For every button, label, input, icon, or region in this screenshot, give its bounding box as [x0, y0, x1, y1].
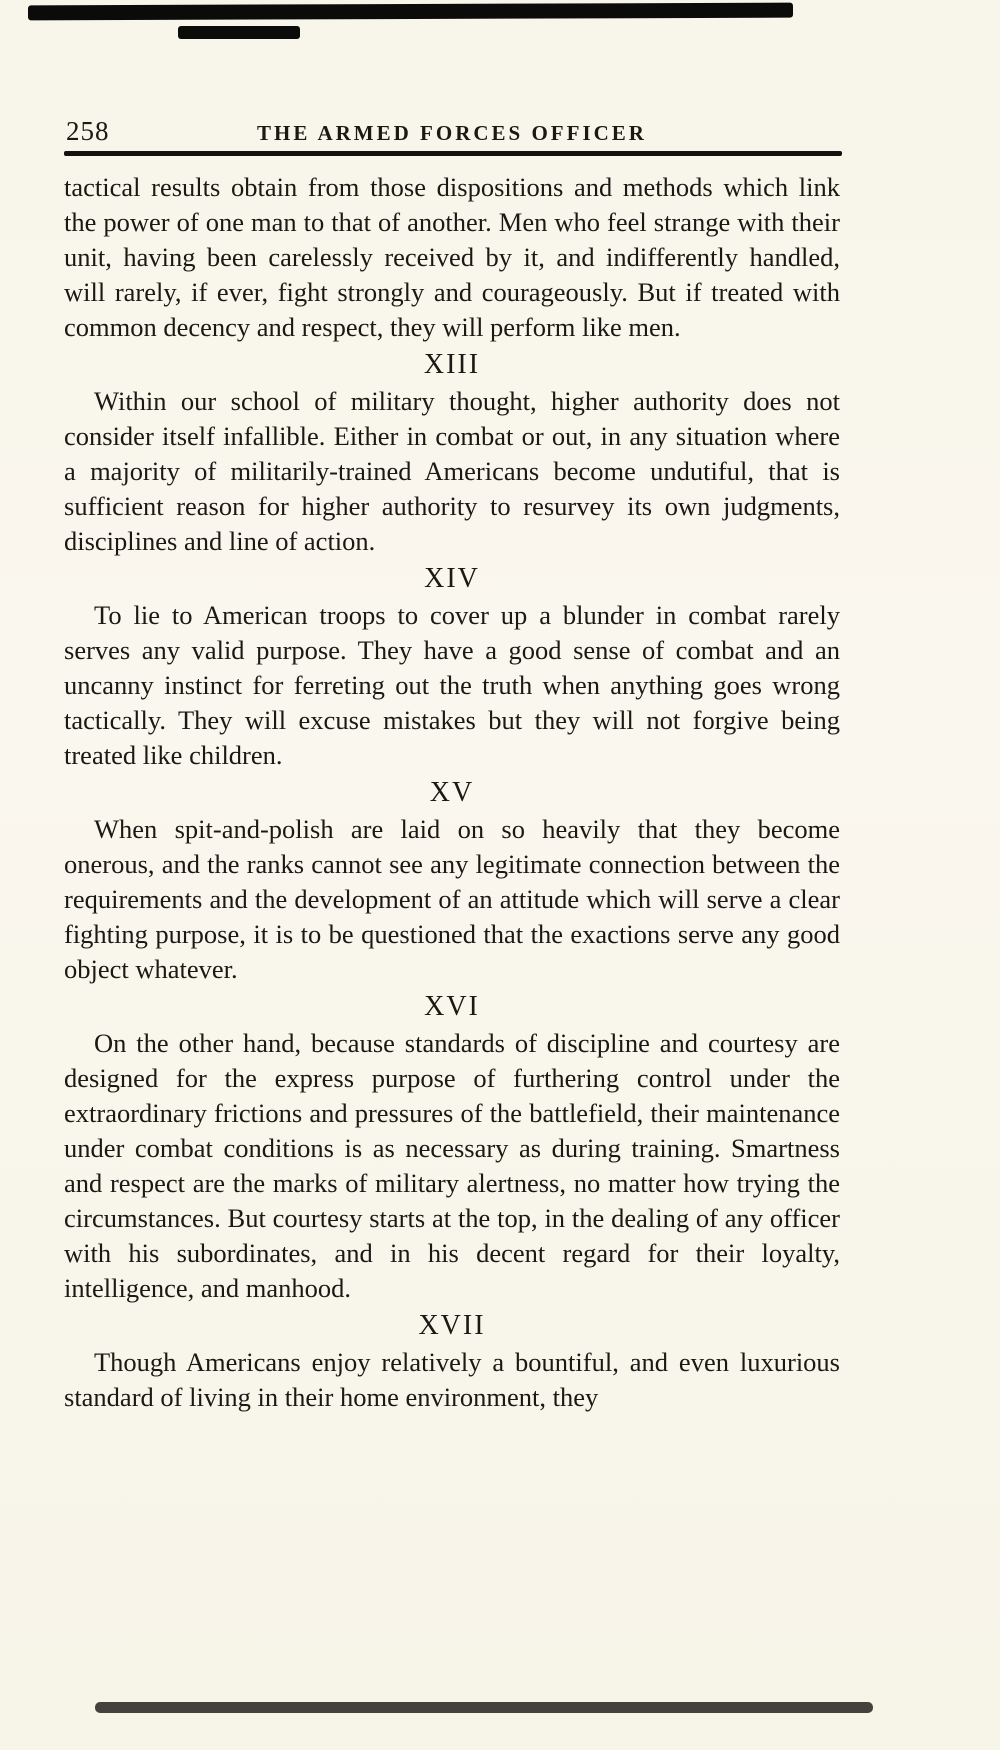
paragraph: To lie to American troops to cover up a blunder in combat rarely serves any valid purpose. They have a good sense of combat and an uncanny instinct for ferreting out the truth when anything goes wrong tactically. They will excuse mistakes but they will not forgive being treated like children.: [64, 600, 840, 770]
section-heading: XIV: [424, 563, 480, 594]
running-title: THE ARMED FORCES OFFICER: [257, 121, 647, 145]
scan-artifact-bottom-bar: [95, 1702, 873, 1713]
paragraph: Though Americans enjoy relatively a bountiful, and even luxurious standard of living in their home environment, they: [64, 1347, 840, 1412]
section-heading: XVII: [418, 1310, 486, 1341]
section-heading: XIII: [423, 349, 481, 380]
paragraph: Within our school of military thought, higher authority does not consider itself infallible. Either in combat or out, in any situation where a majority of militarily-trained Americans become undutiful, that is sufficient reason for higher authority to resurvey its own judgments, disciplines and line of action.: [64, 386, 840, 556]
page-number: 258: [66, 116, 110, 146]
header-rule: [64, 151, 842, 156]
section-heading: XVI: [424, 991, 480, 1022]
section-heading: XV: [429, 777, 475, 808]
running-header: [64, 114, 840, 150]
page-body: [64, 170, 840, 1415]
scan-artifact-top-blob: [178, 26, 300, 39]
scan-artifact-top-bar: [28, 3, 793, 21]
paragraph: tactical results obtain from those dispositions and methods which link the power of one man to that of another. Men who feel strange with their unit, having been carelessly received by it, and indifferently handled, will rarely, if ever, fight strongly and courageously. But if treated with common decency and respect, they will perform like men.: [64, 172, 840, 342]
paragraph: On the other hand, because standards of discipline and courtesy are designed for the express purpose of furthering control under the extraordinary frictions and pressures of the battlefield, their maintenance under combat conditions is as necessary as during training. Smartness and respect are the marks of military alertness, no matter how trying the circumstances. But courtesy starts at the top, in the dealing of any officer with his subordinates, and in his decent regard for their loyalty, intelligence, and manhood.: [64, 1028, 840, 1303]
paragraph: When spit-and-polish are laid on so heavily that they become onerous, and the ranks cannot see any legitimate connection between the requirements and the development of an attitude which will serve a clear fighting purpose, it is to be questioned that the exactions serve any good object whatever.: [64, 814, 840, 984]
